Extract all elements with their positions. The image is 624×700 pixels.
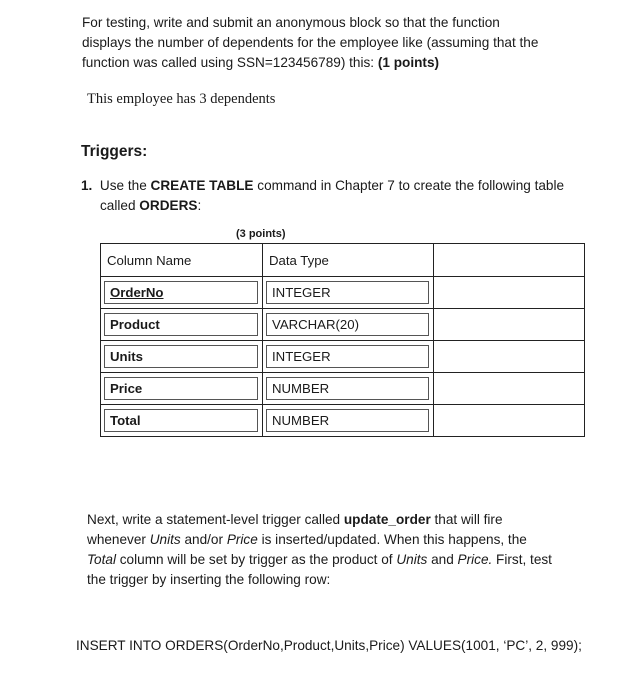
- column-name-box: [104, 313, 258, 336]
- table-header-cell: [434, 244, 585, 277]
- next-text: is inserted/updated. When this happens, the: [257, 532, 527, 547]
- item-1-line-2: [81, 196, 601, 216]
- data-type-box: [266, 281, 429, 304]
- intro-paragraph: [82, 13, 602, 73]
- next-line-2: [87, 530, 587, 550]
- italic-units: Units: [396, 552, 428, 567]
- table-cell: [101, 341, 263, 373]
- table-cell: [263, 309, 434, 341]
- data-type-box: [266, 377, 429, 400]
- column-name-box: [104, 345, 258, 368]
- table-row: [101, 373, 585, 405]
- next-line-4: the trigger by inserting the following row:: [87, 572, 331, 587]
- item-1-text-d: :: [197, 198, 202, 213]
- table-cell: [263, 405, 434, 437]
- next-text: First, test: [492, 552, 552, 567]
- next-line-1: [87, 510, 587, 530]
- table-cell: [434, 405, 585, 437]
- item-1-bold-create-table: CREATE TABLE: [150, 178, 254, 193]
- intro-line-1: For testing, write and submit an anonymous block so that the function: [82, 15, 500, 30]
- table-row: [101, 405, 585, 437]
- data-type: NUMBER: [272, 413, 330, 428]
- table-header-cell: Column Name: [101, 244, 263, 277]
- data-type-box: [266, 313, 429, 336]
- item-1-line-1: [81, 176, 601, 196]
- column-name: Product: [110, 317, 160, 332]
- item-1-text-a: Use the: [99, 178, 151, 193]
- next-text: whenever: [87, 532, 150, 547]
- data-type: INTEGER: [272, 285, 331, 300]
- triggers-heading: Triggers:: [81, 143, 148, 160]
- italic-price: Price: [226, 532, 258, 547]
- data-type-box: [266, 409, 429, 432]
- next-line-3: [87, 550, 587, 570]
- table-cell: [434, 373, 585, 405]
- intro-line-3: [82, 53, 602, 73]
- table-header-cell: Data Type: [263, 244, 434, 277]
- table-row: [101, 277, 585, 309]
- next-text: and/or: [180, 532, 227, 547]
- table-cell: [434, 309, 585, 341]
- intro-points: (1 points): [377, 55, 440, 70]
- intro-line-3-text: function was called using SSN=123456789) this:: [82, 55, 378, 70]
- italic-units: Units: [149, 532, 181, 547]
- item-1-text-c: called: [100, 198, 140, 213]
- column-name-box: [104, 281, 258, 304]
- table-header-row: [101, 244, 585, 277]
- item-1-bold-orders: ORDERS: [139, 198, 198, 213]
- next-text: that will fire: [430, 512, 503, 527]
- item-1: [81, 176, 601, 216]
- item-1-text-b: command in Chapter 7 to create the following table: [253, 178, 565, 193]
- table-cell: [101, 373, 263, 405]
- table-row: [101, 309, 585, 341]
- data-type: VARCHAR(20): [272, 317, 359, 332]
- sample-output: This employee has 3 dependents: [87, 91, 276, 107]
- next-paragraph: [87, 510, 587, 590]
- orders-table: [100, 243, 585, 437]
- column-name: Units: [110, 349, 143, 364]
- italic-price: Price.: [457, 552, 493, 567]
- column-name-box: [104, 377, 258, 400]
- table-cell: [263, 277, 434, 309]
- data-type: INTEGER: [272, 349, 331, 364]
- item-1-number: 1.: [81, 178, 93, 193]
- table-points: (3 points): [236, 228, 286, 240]
- column-name: Total: [110, 413, 141, 428]
- table-cell: [101, 309, 263, 341]
- column-name-box: [104, 409, 258, 432]
- table-cell: [101, 277, 263, 309]
- table-cell: [263, 341, 434, 373]
- column-name: OrderNo: [110, 285, 164, 300]
- insert-statement: INSERT INTO ORDERS(OrderNo,Product,Units,Price) VALUES(1001, ‘PC’, 2, 999);: [76, 638, 582, 653]
- column-name: Price: [110, 381, 143, 396]
- next-text: Next, write a statement-level trigger called: [87, 512, 344, 527]
- table-row: [101, 341, 585, 373]
- trigger-name: update_order: [343, 512, 431, 527]
- intro-line-2: displays the number of dependents for the employee like (assuming that the: [82, 35, 539, 50]
- table-cell: [263, 373, 434, 405]
- table-cell: [101, 405, 263, 437]
- data-type: NUMBER: [272, 381, 330, 396]
- next-text: column will be set by trigger as the product of: [115, 552, 397, 567]
- table-cell: [434, 341, 585, 373]
- table-cell: [434, 277, 585, 309]
- italic-total: Total: [87, 552, 116, 567]
- data-type-box: [266, 345, 429, 368]
- next-text: and: [427, 552, 458, 567]
